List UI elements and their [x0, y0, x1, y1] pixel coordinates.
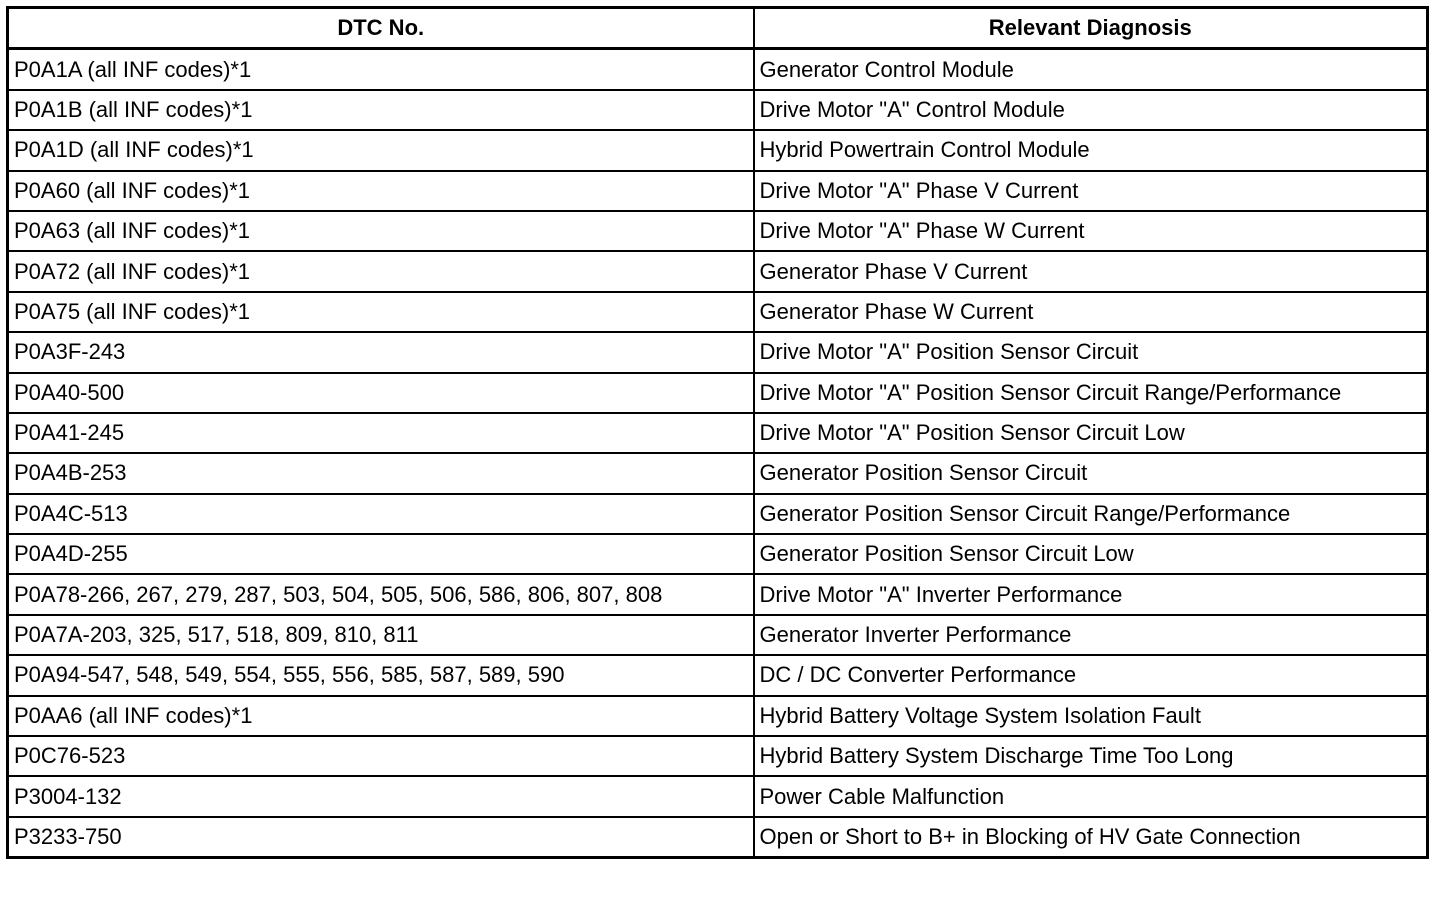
diagnosis-cell: Generator Control Module	[754, 49, 1428, 90]
table-row	[8, 655, 1428, 695]
dtc-code-cell: P0A1D (all INF codes)*1	[8, 130, 754, 170]
table-row	[8, 776, 1428, 816]
diagnosis-cell: Hybrid Battery Voltage System Isolation Fault	[754, 696, 1428, 736]
diagnosis-cell: Open or Short to B+ in Blocking of HV Gate Connection	[754, 817, 1428, 858]
table-row	[8, 534, 1428, 574]
table-row	[8, 171, 1428, 211]
table-row	[8, 736, 1428, 776]
table-row	[8, 574, 1428, 614]
dtc-code-cell: P0A4C-513	[8, 494, 754, 534]
diagnosis-cell: Generator Phase W Current	[754, 292, 1428, 332]
dtc-code-cell: P0A3F-243	[8, 332, 754, 372]
diagnosis-cell: Drive Motor "A" Phase V Current	[754, 171, 1428, 211]
diagnosis-cell: Drive Motor "A" Position Sensor Circuit Low	[754, 413, 1428, 453]
table-row	[8, 251, 1428, 291]
table-row	[8, 373, 1428, 413]
table-row	[8, 494, 1428, 534]
dtc-code-cell: P3004-132	[8, 776, 754, 816]
diagnosis-cell: Drive Motor "A" Phase W Current	[754, 211, 1428, 251]
diagnosis-cell: Generator Phase V Current	[754, 251, 1428, 291]
diagnosis-cell: Generator Inverter Performance	[754, 615, 1428, 655]
dtc-code-cell: P0A94-547, 548, 549, 554, 555, 556, 585, 587, 589, 590	[8, 655, 754, 695]
dtc-code-cell: P0C76-523	[8, 736, 754, 776]
dtc-table	[6, 6, 1429, 859]
dtc-code-cell: P0A41-245	[8, 413, 754, 453]
diagnosis-cell: Drive Motor "A" Inverter Performance	[754, 574, 1428, 614]
dtc-code-cell: P0A75 (all INF codes)*1	[8, 292, 754, 332]
table-row	[8, 130, 1428, 170]
dtc-code-cell: P3233-750	[8, 817, 754, 858]
diagnosis-cell: Hybrid Battery System Discharge Time Too Long	[754, 736, 1428, 776]
dtc-code-cell: P0A78-266, 267, 279, 287, 503, 504, 505, 506, 586, 806, 807, 808	[8, 574, 754, 614]
diagnosis-cell: Hybrid Powertrain Control Module	[754, 130, 1428, 170]
diagnosis-cell: Generator Position Sensor Circuit Range/Performance	[754, 494, 1428, 534]
table-row	[8, 696, 1428, 736]
diagnosis-cell: Power Cable Malfunction	[754, 776, 1428, 816]
dtc-code-cell: P0AA6 (all INF codes)*1	[8, 696, 754, 736]
table-body	[8, 49, 1428, 858]
dtc-code-cell: P0A4D-255	[8, 534, 754, 574]
diagnosis-cell: Generator Position Sensor Circuit	[754, 453, 1428, 493]
header-dtc-no: DTC No.	[8, 8, 754, 49]
dtc-code-cell: P0A72 (all INF codes)*1	[8, 251, 754, 291]
diagnosis-cell: DC / DC Converter Performance	[754, 655, 1428, 695]
dtc-code-cell: P0A7A-203, 325, 517, 518, 809, 810, 811	[8, 615, 754, 655]
table-row	[8, 49, 1428, 90]
table-row	[8, 332, 1428, 372]
dtc-code-cell: P0A1B (all INF codes)*1	[8, 90, 754, 130]
diagnosis-cell: Drive Motor "A" Control Module	[754, 90, 1428, 130]
table-header	[8, 8, 1428, 49]
dtc-code-cell: P0A1A (all INF codes)*1	[8, 49, 754, 90]
table-row	[8, 413, 1428, 453]
table-row	[8, 615, 1428, 655]
table-row	[8, 90, 1428, 130]
diagnosis-cell: Generator Position Sensor Circuit Low	[754, 534, 1428, 574]
table-row	[8, 292, 1428, 332]
dtc-code-cell: P0A63 (all INF codes)*1	[8, 211, 754, 251]
table-row	[8, 211, 1428, 251]
table-row	[8, 817, 1428, 858]
dtc-code-cell: P0A4B-253	[8, 453, 754, 493]
diagnosis-cell: Drive Motor "A" Position Sensor Circuit	[754, 332, 1428, 372]
dtc-code-cell: P0A40-500	[8, 373, 754, 413]
header-relevant-diagnosis: Relevant Diagnosis	[754, 8, 1428, 49]
table-row	[8, 453, 1428, 493]
header-row	[8, 8, 1428, 49]
dtc-code-cell: P0A60 (all INF codes)*1	[8, 171, 754, 211]
diagnosis-cell: Drive Motor "A" Position Sensor Circuit Range/Performance	[754, 373, 1428, 413]
